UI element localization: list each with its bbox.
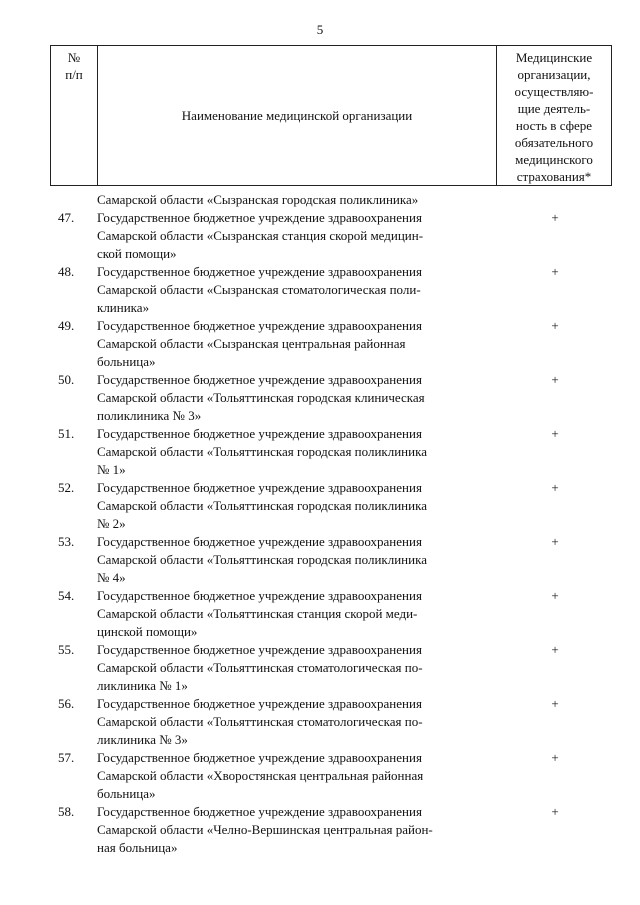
row-number: 47. bbox=[58, 210, 75, 225]
row-oms-flag: + bbox=[551, 426, 559, 441]
row-number: 56. bbox=[58, 696, 75, 711]
row-number: 51. bbox=[58, 426, 75, 441]
page-number: 5 bbox=[316, 22, 324, 37]
row-organization-name: Государственное бюджетное учреждение здравоохранения Самарской области «Тольяттинская городская поликлиника № 4» bbox=[97, 534, 427, 585]
row-organization-name: Государственное бюджетное учреждение здравоохранения Самарской области «Челно-Вершинская центральная район- ная больница» bbox=[97, 804, 433, 855]
row-number: 50. bbox=[58, 372, 75, 387]
row-number: 52. bbox=[58, 480, 75, 495]
table-row bbox=[0, 209, 640, 263]
row-organization-name: Государственное бюджетное учреждение здравоохранения Самарской области «Тольяттинская городская клиническая поликлиника № 3» bbox=[97, 372, 425, 423]
row-oms-flag: + bbox=[551, 264, 559, 279]
row-number: 48. bbox=[58, 264, 75, 279]
row-oms-flag: + bbox=[551, 642, 559, 657]
table-row bbox=[0, 533, 640, 587]
row-number: 53. bbox=[58, 534, 75, 549]
table-row bbox=[0, 749, 640, 803]
header-cell-oms bbox=[497, 46, 612, 186]
row-organization-name: Государственное бюджетное учреждение здравоохранения Самарской области «Тольяттинская городская поликлиника № 2» bbox=[97, 480, 427, 531]
row-number: 55. bbox=[58, 642, 75, 657]
row-oms-flag: + bbox=[551, 588, 559, 603]
table-header-row bbox=[51, 46, 612, 186]
table-row bbox=[0, 803, 640, 857]
continued-entry-text: Самарской области «Сызранская городская поликлиника» bbox=[97, 192, 419, 207]
row-organization-name: Государственное бюджетное учреждение здравоохранения Самарской области «Сызранская центральная районная больница» bbox=[97, 318, 422, 369]
table-row bbox=[0, 317, 640, 371]
row-organization-name: Государственное бюджетное учреждение здравоохранения Самарской области «Тольяттинская стоматологическая по- ликлиника № 1» bbox=[97, 642, 423, 693]
organization-list bbox=[0, 209, 640, 857]
row-number: 57. bbox=[58, 750, 75, 765]
row-oms-flag: + bbox=[551, 750, 559, 765]
header-cell-number bbox=[51, 46, 98, 186]
row-organization-name: Государственное бюджетное учреждение здравоохранения Самарской области «Сызранская станция скорой медицин- ской помощи» bbox=[97, 210, 424, 261]
table-row bbox=[0, 587, 640, 641]
table-row bbox=[0, 479, 640, 533]
row-oms-flag: + bbox=[551, 696, 559, 711]
row-organization-name: Государственное бюджетное учреждение здравоохранения Самарской области «Тольяттинская стоматологическая по- ликлиника № 3» bbox=[97, 696, 423, 747]
row-organization-name: Государственное бюджетное учреждение здравоохранения Самарской области «Сызранская стоматологическая поли- клиника» bbox=[97, 264, 422, 315]
table-row bbox=[0, 425, 640, 479]
row-number: 58. bbox=[58, 804, 75, 819]
header-cell-name bbox=[98, 46, 497, 186]
row-number: 49. bbox=[58, 318, 75, 333]
row-oms-flag: + bbox=[551, 372, 559, 387]
row-oms-flag: + bbox=[551, 210, 559, 225]
table-row bbox=[0, 695, 640, 749]
row-organization-name: Государственное бюджетное учреждение здравоохранения Самарской области «Хворостянская центральная районная больница» bbox=[97, 750, 424, 801]
table-header bbox=[50, 45, 612, 186]
header-number-label: № п/п bbox=[65, 50, 83, 82]
row-oms-flag: + bbox=[551, 534, 559, 549]
row-oms-flag: + bbox=[551, 804, 559, 819]
header-oms-label: Медицинские организации, осуществляю- щие деятель- ность в сфере обязательного медицинского страхования* bbox=[514, 50, 594, 184]
row-number: 54. bbox=[58, 588, 75, 603]
table-row bbox=[0, 371, 640, 425]
header-name-label: Наименование медицинской организации bbox=[181, 108, 413, 123]
row-organization-name: Государственное бюджетное учреждение здравоохранения Самарской области «Тольяттинская станция скорой меди- цинской помощи» bbox=[97, 588, 422, 639]
row-organization-name: Государственное бюджетное учреждение здравоохранения Самарской области «Тольяттинская городская поликлиника № 1» bbox=[97, 426, 427, 477]
table-row bbox=[0, 641, 640, 695]
row-oms-flag: + bbox=[551, 318, 559, 333]
row-oms-flag: + bbox=[551, 480, 559, 495]
table-row bbox=[0, 263, 640, 317]
